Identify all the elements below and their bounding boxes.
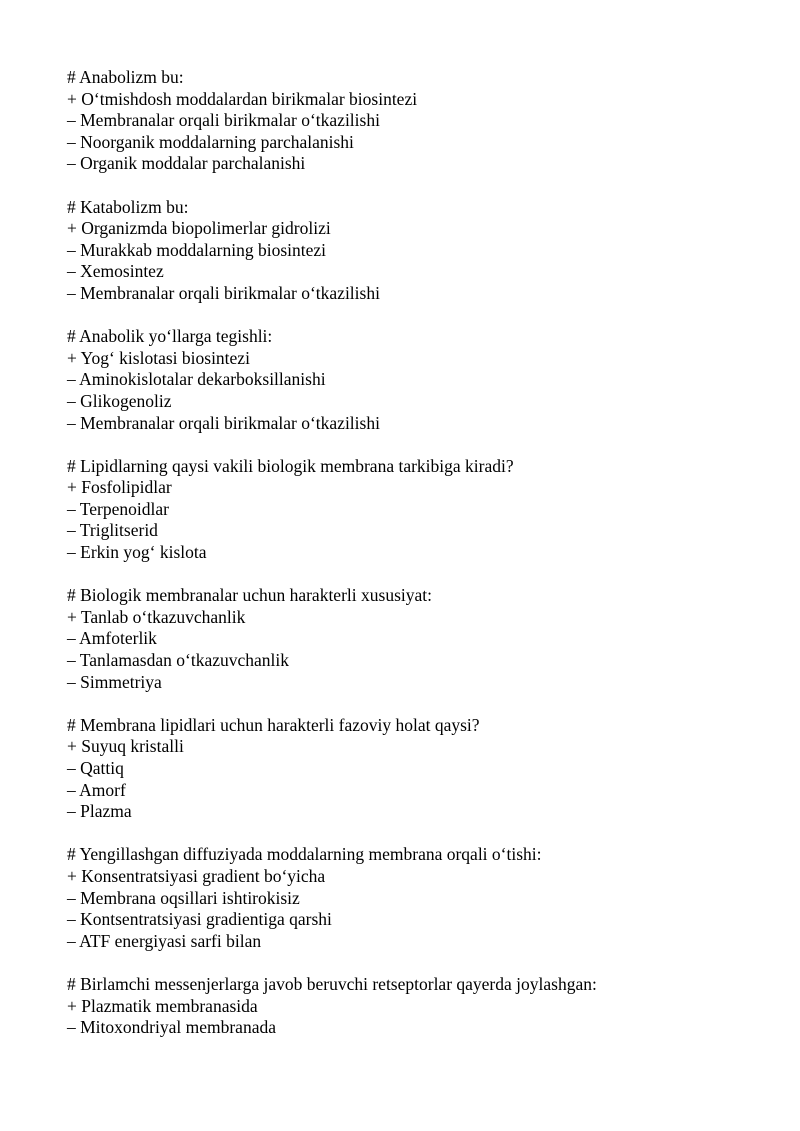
answer-option: + Plazmatik membranasida [67, 995, 258, 1016]
answer-option: – Erkin yog‘ kislota [67, 542, 207, 563]
answer-option: – Murakkab moddalarning biosintezi [67, 239, 327, 260]
answer-option: + Tanlab o‘tkazuvchanlik [67, 606, 246, 627]
question-block [67, 326, 747, 434]
answer-option: – Triglitserid [67, 520, 158, 541]
answer-option: + Fosfolipidlar [67, 477, 172, 498]
document-content [67, 67, 747, 1060]
question-text: # Anabolizm bu: [67, 67, 184, 87]
question-block [67, 715, 747, 823]
answer-option: – Membranalar orqali birikmalar o‘tkazilishi [67, 282, 380, 303]
question-text: # Birlamchi messenjerlarga javob beruvchi retseptorlar qayerda joylashgan: [67, 973, 597, 994]
answer-option: – Amorf [67, 779, 126, 800]
question-text: # Biologik membranalar uchun harakterli xususiyat: [67, 585, 432, 606]
question-block [67, 197, 747, 305]
question-block [67, 974, 747, 1039]
answer-option: – Amfoterlik [67, 628, 157, 649]
answer-option: – Aminokislotalar dekarboksillanishi [67, 369, 326, 390]
answer-option: + Suyuq kristalli [67, 736, 184, 757]
answer-option: – Membrana oqsillari ishtirokisiz [67, 887, 300, 908]
question-text: # Lipidlarning qaysi vakili biologik membrana tarkibiga kiradi? [67, 455, 514, 476]
answer-option: – Simmetriya [67, 671, 162, 692]
answer-option: – Organik moddalar parchalanishi [67, 153, 306, 174]
answer-option: – ATF energiyasi sarfi bilan [67, 930, 262, 951]
answer-option: – Noorganik moddalarning parchalanishi [67, 131, 354, 152]
answer-option: – Membranalar orqali birikmalar o‘tkazilishi [67, 110, 380, 131]
question-block [67, 456, 747, 564]
answer-option: – Qattiq [67, 758, 124, 778]
question-text: # Yengillashgan diffuziyada moddalarning membrana orqali o‘tishi: [67, 844, 542, 865]
question-block [67, 585, 747, 693]
answer-option: – Plazma [67, 801, 132, 822]
answer-option: – Mitoxondriyal membranada [67, 1017, 276, 1038]
question-block [67, 67, 747, 175]
answer-option: + O‘tmishdosh moddalardan birikmalar biosintezi [67, 88, 418, 109]
answer-option: – Glikogenoliz [67, 390, 172, 411]
question-text: # Katabolizm bu: [67, 196, 189, 217]
answer-option: – Kontsentratsiyasi gradientiga qarshi [67, 909, 332, 930]
answer-option: + Yog‘ kislotasi biosintezi [67, 347, 250, 368]
answer-option: + Konsentratsiyasi gradient bo‘yicha [67, 865, 326, 886]
answer-option: – Tanlamasdan o‘tkazuvchanlik [67, 650, 289, 671]
answer-option: – Membranalar orqali birikmalar o‘tkazilishi [67, 412, 380, 433]
question-text: # Anabolik yo‘llarga tegishli: [67, 326, 273, 347]
question-text: # Membrana lipidlari uchun harakterli fazoviy holat qaysi? [67, 714, 480, 735]
question-block [67, 844, 747, 952]
answer-option: + Organizmda biopolimerlar gidrolizi [67, 218, 331, 239]
answer-option: – Xemosintez [67, 261, 164, 282]
answer-option: – Terpenoidlar [67, 498, 169, 519]
